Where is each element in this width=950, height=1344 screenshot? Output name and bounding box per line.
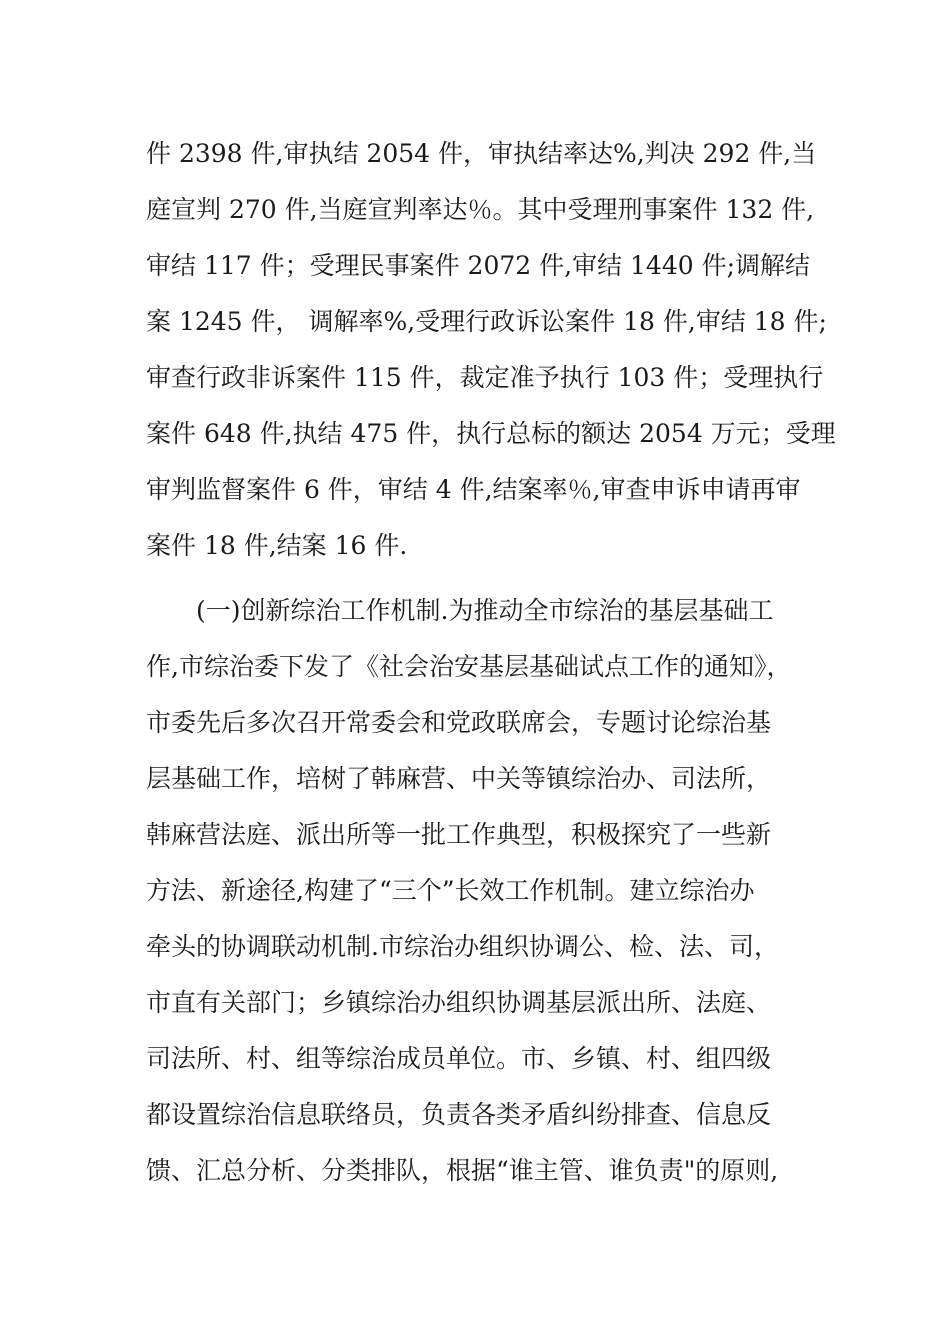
text-line: 市委先后多次召开常委会和党政联席会，专题讨论综治基: [146, 708, 772, 737]
text-line-first: (一)创新综治工作机制.为推动全市综治的基层基础工: [196, 596, 774, 625]
text-line: 市直有关部门；乡镇综治办组织协调基层派出所、法庭、: [146, 988, 772, 1017]
text-line: 审判监督案件 6 件，审结 4 件,结案率％,审查申诉申请再审: [146, 475, 801, 504]
text-line: 层基础工作，培树了韩麻营、中关等镇综治办、司法所，: [146, 764, 772, 793]
paragraph-mechanism: [146, 583, 826, 1199]
text-line: 案件 18 件,结案 16 件.: [146, 531, 408, 560]
text-line: 方法、新途径,构建了“三个”长效工作机制。建立综治办: [146, 876, 755, 905]
text-line: 审查行政非诉案件 115 件，裁定准予执行 103 件；受理执行: [146, 363, 824, 392]
text-line: 审结 117 件；受理民事案件 2072 件,审结 1440 件;调解结: [146, 251, 811, 280]
text-line: 件 2398 件,审执结 2054 件，审执结率达%,判决 292 件,当: [146, 139, 817, 168]
text-line: 作,市综治委下发了《社会治安基层基础试点工作的通知》，: [146, 652, 792, 681]
text-line: 韩麻营法庭、派出所等一批工作典型，积极探究了一些新: [146, 820, 772, 849]
text-line: 牵头的协调联动机制.市综治办组织协调公、检、法、司，: [146, 932, 779, 961]
text-line: 都设置综治信息联络员，负责各类矛盾纠纷排查、信息反: [146, 1100, 772, 1129]
text-line: 司法所、村、组等综治成员单位。市、乡镇、村、组四级: [146, 1044, 772, 1073]
text-line: 馈、汇总分析、分类排队，根据“谁主管、谁负责"的原则,: [146, 1156, 779, 1185]
paragraph-statistics: [146, 126, 836, 574]
text-line: 案件 648 件,执结 475 件，执行总标的额达 2054 万元；受理: [146, 419, 836, 448]
text-line: 庭宣判 270 件,当庭宣判率达％。其中受理刑事案件 132 件,: [146, 195, 815, 224]
text-line: 案 1245 件， 调解率%,受理行政诉讼案件 18 件,审结 18 件;: [146, 307, 827, 336]
